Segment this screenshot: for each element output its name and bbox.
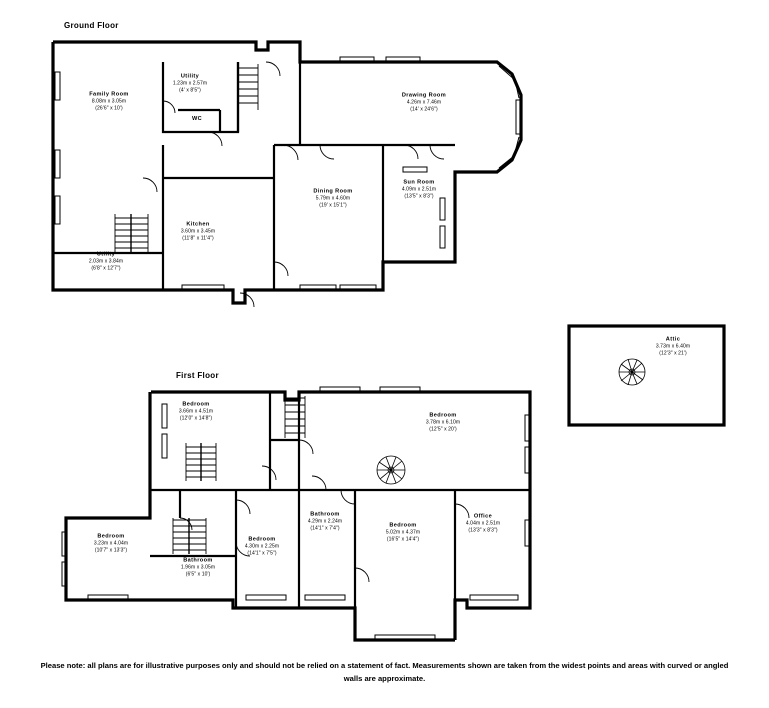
room-metric: 4.04m x 2.51m (465, 520, 501, 527)
room-imperial: (13'3" x 8'3") (468, 528, 498, 535)
room-name: Bathroom (310, 511, 340, 518)
room-metric: 4.30m x 2.25m (244, 543, 280, 550)
room-name: Utility (96, 251, 116, 258)
room-name: Sun Room (403, 179, 435, 186)
room-metric: 3.73m x 6.40m (655, 343, 691, 350)
room-imperial: (14' x 24'6") (410, 107, 438, 114)
room-name: Office (473, 513, 493, 520)
room-label-attic (656, 336, 690, 359)
room-label-sun-room (402, 179, 436, 202)
room-label-office (466, 513, 500, 536)
room-name: Attic (665, 336, 681, 343)
room-label-bedroom-3 (386, 522, 420, 545)
room-metric: 2.03m x 3.84m (88, 258, 124, 265)
room-name: Bedroom (182, 401, 210, 408)
room-label-bathroom-1 (308, 511, 342, 534)
room-name: Bedroom (97, 533, 125, 540)
room-name: Utility (180, 73, 200, 80)
room-label-drawing-room (402, 92, 446, 115)
room-label-dining-room (313, 188, 352, 211)
room-label-utility-lower (89, 251, 123, 274)
room-metric: 5.02m x 4.37m (385, 529, 421, 536)
room-metric: 4.29m x 2.24m (307, 518, 343, 525)
room-imperial: (6'5" x 10') (185, 572, 211, 579)
room-name: Bathroom (183, 557, 213, 564)
room-imperial: (11'8" x 11'4") (182, 236, 214, 243)
room-label-bathroom-2 (181, 557, 215, 580)
room-imperial: (19' x 15'1") (319, 203, 347, 210)
room-imperial: (16'5" x 14'4") (386, 537, 420, 544)
room-name: WC (191, 115, 203, 122)
room-name: Bedroom (389, 522, 417, 529)
disclaimer-text: Please note: all plans are for illustrative purposes only and should not be relied on a statement of fact. Measurements shown are taken from the widest points and areas with curved or angled walls are approximate. (40, 661, 729, 683)
room-name: Family Room (89, 91, 129, 98)
room-imperial: (12'5" x 20') (429, 427, 457, 434)
room-metric: 5.79m x 4.60m (315, 195, 351, 202)
room-imperial: (13'5" x 8'3") (404, 194, 434, 201)
room-imperial: (14'1" x 7'4") (310, 526, 340, 533)
room-metric: 3.23m x 4.04m (93, 540, 129, 547)
room-metric: 3.60m x 3.45m (180, 228, 216, 235)
room-label-utility-upper (173, 73, 207, 96)
room-imperial: (26'6" x 10') (95, 106, 123, 113)
room-metric: 4.26m x 7.46m (406, 99, 442, 106)
room-label-bedroom-2 (426, 412, 460, 435)
room-label-bedroom-5 (245, 536, 279, 559)
room-metric: 3.78m x 6.10m (425, 419, 461, 426)
room-name: Bedroom (248, 536, 276, 543)
room-imperial: (4' x 8'5") (179, 88, 201, 95)
room-label-kitchen (181, 221, 215, 244)
room-imperial: (10'7" x 13'3") (94, 548, 128, 555)
floor-title-ground: Ground Floor (64, 21, 119, 30)
room-imperial: (12'3" x 21') (659, 351, 687, 358)
room-label-family-room (89, 91, 129, 114)
room-imperial: (12'0" x 14'8") (179, 416, 213, 423)
room-label-bedroom-4 (94, 533, 128, 556)
floor-title-first: First Floor (176, 371, 219, 380)
room-imperial: (6'8" x 12'7") (91, 266, 121, 273)
room-label-wc (192, 115, 202, 123)
room-metric: 1.23m x 2.57m (172, 80, 208, 87)
room-name: Kitchen (186, 221, 210, 228)
room-metric: 1.96m x 3.05m (180, 564, 216, 571)
room-name: Bedroom (429, 412, 457, 419)
room-metric: 3.66m x 4.51m (178, 408, 214, 415)
room-metric: 4.09m x 2.51m (401, 186, 437, 193)
room-imperial: (14'1" x 7'5") (247, 551, 277, 558)
room-name: Drawing Room (401, 92, 447, 99)
room-metric: 8.08m x 3.05m (91, 98, 127, 105)
room-name: Dining Room (313, 188, 353, 195)
room-label-bedroom-1 (179, 401, 213, 424)
